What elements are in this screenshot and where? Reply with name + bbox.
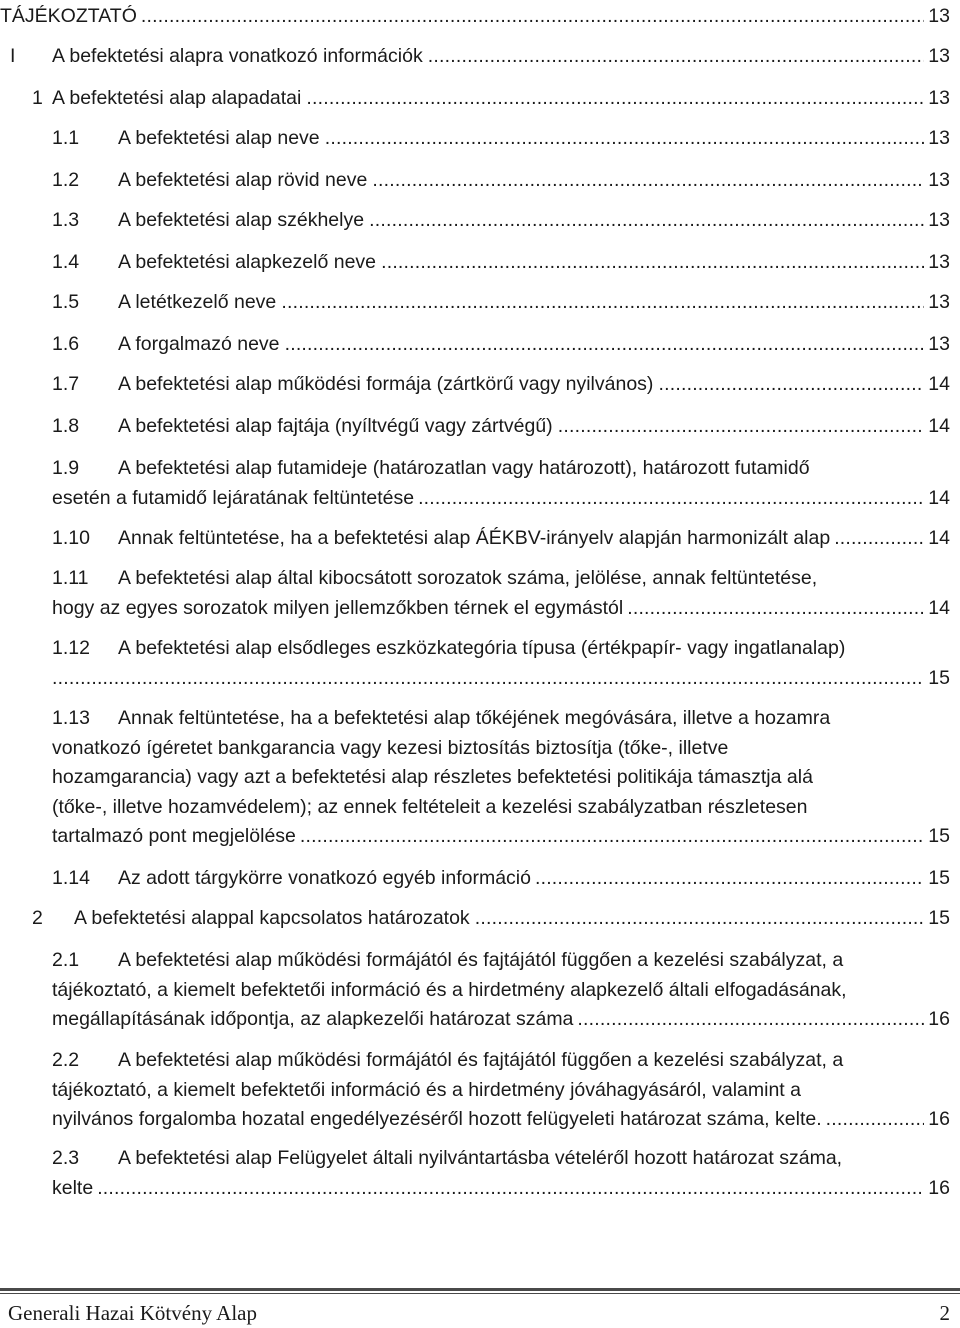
dot-leader (97, 1174, 924, 1204)
toc-entry-number: 1.1 (52, 127, 80, 149)
toc-page-number: 14 (928, 373, 950, 395)
footer-divider (0, 1288, 960, 1291)
toc-entry[interactable] (0, 370, 960, 400)
toc-entry-line (0, 904, 960, 934)
toc-entry-line (0, 1005, 960, 1035)
dot-leader (369, 206, 924, 236)
toc-entry-line (0, 594, 960, 624)
toc-page-number: 14 (928, 415, 950, 437)
toc-entry-title: A befektetési alap működési formája (zártkörű vagy nyilvános) (118, 373, 654, 395)
dot-leader (300, 822, 924, 852)
toc-entry-title: A befektetési alappal kapcsolatos határozatok (74, 907, 470, 929)
toc-entry-title: kelte (52, 1176, 94, 1199)
toc-entry-line (0, 822, 960, 852)
toc-entry-title: A befektetési alap futamideje (határozatlan vagy határozott), határozott futamidő (118, 457, 810, 479)
toc-entry-number: 1 (32, 87, 43, 109)
toc-entry-title: nyilvános forgalomba hozatal engedélyezéséről hozott felügyeleti határozat száma, kelte. (52, 1108, 822, 1130)
toc-entry-number: 1.14 (52, 867, 90, 889)
toc-entry-title: A befektetési alap alapadatai (52, 87, 302, 109)
dot-leader (381, 248, 924, 278)
toc-entry-title: A befektetési alap fajtája (nyíltvégű vagy zártvégű) (118, 415, 553, 437)
toc-page-number: 13 (928, 5, 950, 27)
toc-page-number: 16 (928, 1108, 950, 1130)
dot-leader (658, 370, 924, 400)
toc-entry-line (0, 704, 960, 734)
toc-entry-number: 1.5 (52, 291, 80, 313)
dot-leader (627, 594, 924, 624)
dot-leader (428, 42, 925, 72)
toc-entry-line (0, 564, 960, 594)
toc-page-number: 13 (928, 291, 950, 313)
toc-entry-title: A befektetési alap székhelye (118, 209, 365, 231)
toc-entry[interactable] (0, 704, 960, 852)
toc-entry-title: A befektetési alapra vonatkozó információk (52, 45, 423, 67)
toc-entry-title: A befektetési alap működési formájától és fajtájától függően a kezelési szabályzat, a (118, 1049, 844, 1071)
toc-entry[interactable] (0, 42, 960, 72)
toc-entry[interactable] (0, 864, 960, 894)
toc-page-number: 13 (928, 333, 950, 355)
toc-entry-number: 1.9 (52, 457, 80, 479)
toc-entry-line (0, 454, 960, 484)
toc-entry-number: 1.7 (52, 373, 80, 395)
toc-entry-title: A befektetési alapkezelő neve (118, 251, 377, 273)
toc-entry[interactable] (0, 288, 960, 318)
toc-entry[interactable] (0, 412, 960, 442)
toc-entry-title: A forgalmazó neve (118, 333, 280, 355)
dot-leader (285, 330, 925, 360)
toc-page-number: 16 (928, 1176, 950, 1199)
toc-entry-line (0, 370, 960, 400)
toc-entry-line (0, 793, 960, 823)
toc-entry[interactable] (0, 2, 960, 32)
footer-page-number: 2 (939, 1301, 950, 1325)
toc-entry-number: 1.2 (52, 169, 80, 191)
dot-leader (558, 412, 925, 442)
toc-entry-line (0, 412, 960, 442)
dot-leader (418, 484, 924, 514)
dot-leader (52, 664, 924, 694)
toc-entry-title: Annak feltüntetése, ha a befektetési alap ÁÉKBV-irányelv alapján harmonizált alap (118, 527, 831, 549)
toc-entry-line (0, 42, 960, 72)
toc-entry-number: 2.3 (52, 1147, 80, 1169)
toc-entry-number: 1.12 (52, 637, 90, 659)
toc-entry-title: vonatkozó ígéretet bankgarancia vagy kezesi biztosítás biztosítja (tőke-, illetve (52, 736, 729, 759)
toc-page-number: 13 (928, 251, 950, 273)
toc-entry[interactable] (0, 206, 960, 236)
toc-entry-number: 1.3 (52, 209, 80, 231)
toc-entry-title: Az adott tárgykörre vonatkozó egyéb információ (118, 867, 531, 889)
toc-entry[interactable] (0, 1046, 960, 1135)
toc-page-number: 15 (928, 666, 950, 689)
toc-entry-line (0, 206, 960, 236)
footer-divider-thin (0, 1293, 960, 1294)
toc-entry-title: A letétkezelő neve (118, 291, 277, 313)
toc-page-number: 15 (928, 867, 950, 889)
toc-entry-number: 2.1 (52, 949, 80, 971)
toc-entry-line (0, 1076, 960, 1106)
toc-entry-line (0, 1144, 960, 1174)
toc-entry-title: hogy az egyes sorozatok milyen jellemzőkben térnek el egymástól (52, 596, 624, 619)
toc-entry-title: hozamgarancia) vagy azt a befektetési alap részletes befektetési politikája támasztja alá (52, 766, 813, 788)
toc-entry-title: TÁJÉKOZTATÓ (0, 5, 137, 27)
dot-leader (826, 1105, 925, 1135)
toc-page-number: 13 (928, 45, 950, 67)
toc-entry-line (0, 864, 960, 894)
toc-page-number: 13 (928, 87, 950, 109)
toc-entry-line (0, 1046, 960, 1076)
toc-entry[interactable] (0, 84, 960, 114)
toc-entry[interactable] (0, 454, 960, 513)
toc-entry[interactable] (0, 330, 960, 360)
toc-entry-line (0, 946, 960, 976)
dot-leader (141, 2, 924, 32)
toc-entry[interactable] (0, 634, 960, 693)
toc-entry-number: 1.13 (52, 707, 90, 729)
toc-entry-number: 2 (32, 907, 43, 929)
dot-leader (834, 524, 924, 554)
toc-entry-line (0, 1105, 960, 1135)
toc-entry[interactable] (0, 124, 960, 154)
toc-entry-title: A befektetési alap rövid neve (118, 169, 368, 191)
toc-entry-title: megállapításának időpontja, az alapkezelői határozat száma (52, 1008, 574, 1030)
toc-entry-title: esetén a futamidő lejáratának feltüntetése (52, 486, 415, 509)
dot-leader (535, 864, 924, 894)
toc-entry-number: 1.11 (52, 567, 89, 589)
toc-entry-title: A befektetési alap elsődleges eszközkategória típusa (értékpapír- vagy ingatlanalap) (118, 637, 846, 659)
toc-entry-line (0, 84, 960, 114)
toc-entry-title: (tőke-, illetve hozamvédelem); az ennek feltételeit a kezelési szabályzatban részletesen (52, 795, 808, 818)
toc-entry-number: 2.2 (52, 1049, 80, 1071)
toc-entry[interactable] (0, 904, 960, 934)
toc-entry-title: tartalmazó pont megjelölése (52, 825, 296, 847)
toc-entry-title: A befektetési alap neve (118, 127, 320, 149)
toc-entry-line (0, 524, 960, 554)
toc-entry-title: A befektetési alap Felügyelet általi nyilvántartásba vételéről hozott határozat száma, (118, 1147, 843, 1169)
toc-entry-number: 1.6 (52, 333, 80, 355)
toc-entry-line (0, 330, 960, 360)
toc-entry-number: 1.4 (52, 251, 80, 273)
toc-entry[interactable] (0, 946, 960, 1035)
toc-entry-line (0, 664, 960, 694)
dot-leader (577, 1005, 924, 1035)
toc-entry-line (0, 124, 960, 154)
toc-page-number: 14 (928, 486, 950, 509)
toc-entry-line (0, 976, 960, 1006)
toc-entry-line (0, 2, 960, 32)
toc-entry-line (0, 1174, 960, 1204)
toc-entry-line (0, 484, 960, 514)
toc-entry[interactable] (0, 248, 960, 278)
footer-title: Generali Hazai Kötvény Alap (8, 1301, 257, 1325)
toc-entry-line (0, 288, 960, 318)
toc-entry-title: tájékoztató, a kiemelt befektetői információ és a hirdetmény alapkezelő általi elfogadásának, (52, 978, 847, 1001)
toc-page-number: 16 (928, 1008, 950, 1030)
toc-entry-line (0, 166, 960, 196)
toc-page-number: 13 (928, 169, 950, 191)
toc-page-number: 13 (928, 209, 950, 231)
toc-entry-line (0, 634, 960, 664)
dot-leader (306, 84, 924, 114)
toc-page-number: 15 (928, 907, 950, 929)
toc-entry-line (0, 248, 960, 278)
toc-entry-line (0, 734, 960, 764)
toc-entry[interactable] (0, 166, 960, 196)
toc-entry-number: 1.10 (52, 527, 90, 549)
toc-entry[interactable] (0, 564, 960, 623)
toc-entry-title: tájékoztató, a kiemelt befektetői információ és a hirdetmény jóváhagyásáról, valamint a (52, 1078, 801, 1101)
toc-entry-line (0, 763, 960, 793)
toc-entry-title: A befektetési alap működési formájától és fajtájától függően a kezelési szabályzat, a (118, 949, 844, 971)
toc-entry[interactable] (0, 524, 960, 554)
toc-entry-title: A befektetési alap által kibocsátott sorozatok száma, jelölése, annak feltüntetése, (118, 567, 818, 589)
toc-entry-title: Annak feltüntetése, ha a befektetési alap tőkéjének megóvására, illetve a hozamra (118, 707, 831, 729)
dot-leader (325, 124, 925, 154)
toc-entry-number: 1.8 (52, 415, 80, 437)
toc-page-number: 15 (928, 825, 950, 847)
dot-leader (372, 166, 924, 196)
toc-page-number: 14 (928, 596, 950, 619)
toc-entry[interactable] (0, 1144, 960, 1203)
toc-entry-number: I (10, 45, 16, 67)
toc-page-number: 13 (928, 127, 950, 149)
dot-leader (475, 904, 925, 934)
toc-page-number: 14 (928, 527, 950, 549)
dot-leader (281, 288, 924, 318)
